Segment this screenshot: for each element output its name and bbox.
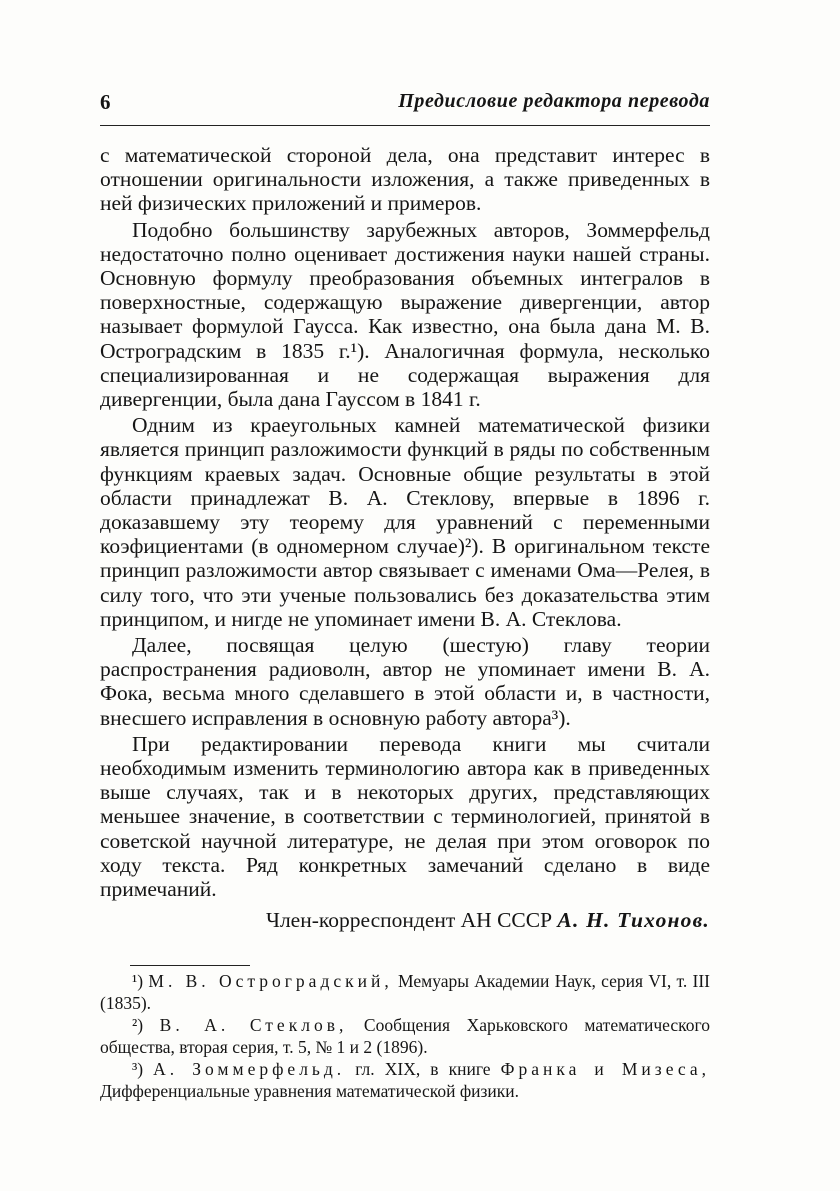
footnote-text: Дифференциальные уравнения математической физики. — [100, 1081, 520, 1101]
footnote — [100, 970, 710, 1014]
paragraph: с математической стороной дела, она представит интерес в отношении оригинальности изложения, а также приведенных в ней физических приложений и примеров. — [100, 143, 710, 216]
paragraph: При редактировании перевода книги мы считали необходимым изменить терминологию автора как в приведенных выше случаях, так и в некоторых других, представляющих меньшее значение, в соответствии с терминологией, принятой в советской научной литературе, не делая при этом оговорок по ходу текста. Ряд конкретных замечаний сделано в виде примечаний. — [100, 731, 710, 902]
header-rule — [100, 125, 710, 126]
page-header — [100, 90, 710, 122]
footnote-text: Мемуары Академии Наук, серия VI, т. III (1835). — [100, 971, 711, 1013]
signature-title: Член-корреспондент АН СССР — [265, 908, 553, 933]
footnote — [100, 1014, 710, 1058]
footnote-text: Сообщения Харьковского математического общества, вторая серия, т. 5, № 1 и 2 (1896). — [100, 1015, 711, 1057]
footnote-rule — [130, 965, 250, 966]
footnotes — [100, 970, 710, 1102]
paragraph: Далее, посвящая целую (шестую) главу теории распространения радиоволн, автор не упоминает имени В. А. Фока, весьма много сделавшего в этой области и, в частности, внесшего исправления в основную работу автора³). — [100, 633, 710, 730]
footnote-author: В. А. Стеклов, — [159, 1015, 348, 1035]
running-title: Предисловие редактора перевода — [398, 90, 710, 112]
footnote-text: гл. XIX, в книге — [355, 1059, 491, 1079]
page-number: 6 — [100, 90, 111, 114]
footnote-author: Франка и Мизеса, — [500, 1059, 711, 1079]
body-text — [100, 143, 710, 933]
footnote — [100, 1058, 710, 1102]
footnote-author: А. Зоммерфельд. — [153, 1059, 346, 1079]
footnote-marker: ¹) — [132, 971, 144, 991]
signature — [100, 907, 710, 933]
signature-name: А. Н. Тихонов. — [557, 908, 710, 933]
footnote-author: М. В. Остроградский, — [148, 971, 393, 991]
footnote-marker: ²) — [132, 1015, 144, 1035]
footnote-marker: ³) — [132, 1059, 144, 1079]
paragraph: Подобно большинству зарубежных авторов, Зоммерфельд недостаточно полно оценивает достижения науки нашей страны. Основную формулу преобразования объемных интегралов в поверхностные, содержащую выражение дивергенции, автор называет формулой Гаусса. Как известно, она была дана М. В. Остроградским в 1835 г.¹). Аналогичная формула, несколько специализированная и не содержащая выражения для дивергенции, была дана Гауссом в 1841 г. — [100, 217, 710, 412]
paragraph: Одним из краеугольных камней математической физики является принцип разложимости функций в ряды по собственным функциям краевых задач. Основные общие результаты в этой области принадлежат В. А. Стеклову, впервые в 1896 г. доказавшему эту теорему для уравнений с переменными коэфициентами (в одномерном случае)²). В оригинальном тексте принцип разложимости автор связывает с именами Ома—Релея, в силу того, что эти ученые пользовались без доказательства этим принципом, и нигде не упоминает имени В. А. Стеклова. — [100, 413, 710, 631]
